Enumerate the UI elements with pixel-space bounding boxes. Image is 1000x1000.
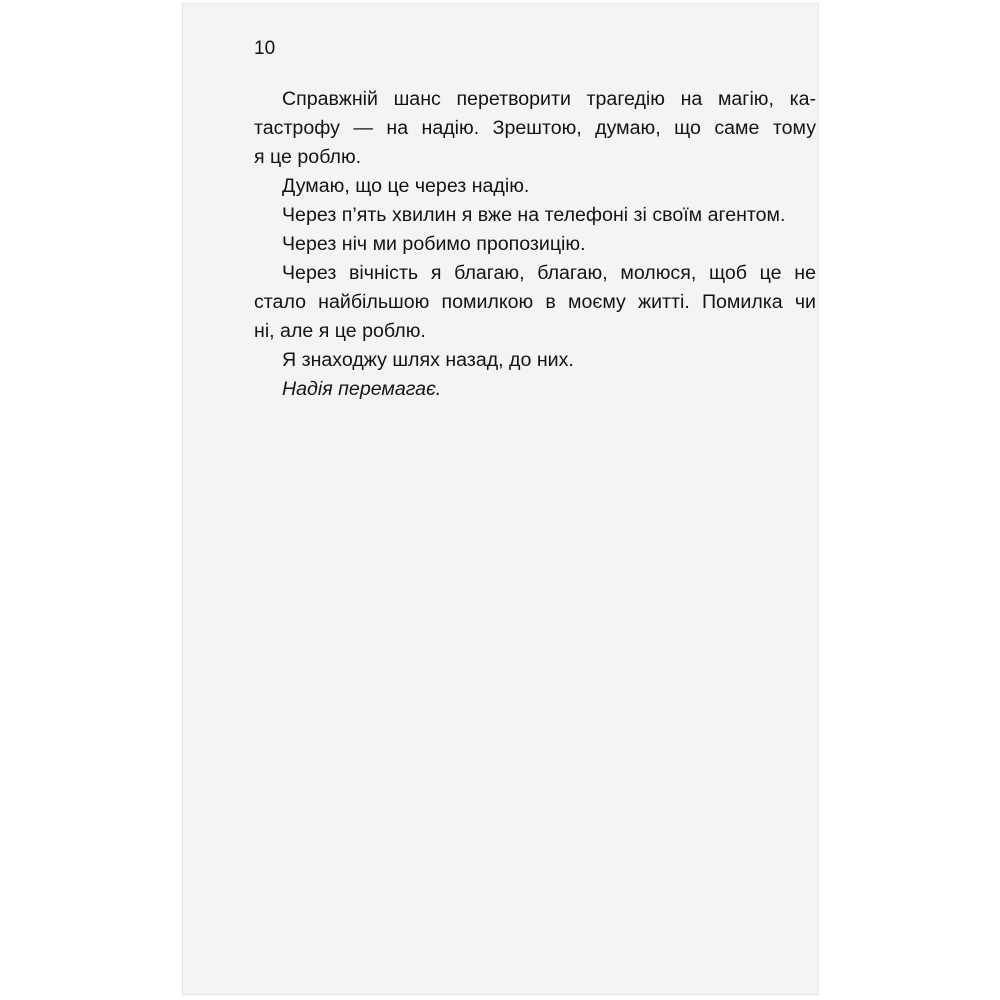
paragraph: Я знаходжу шлях назад, до них.: [282, 349, 574, 371]
paragraph-italic: Надія перемагає.: [282, 378, 442, 400]
paragraph: Через п’ять хвилин я вже на телефоні зі своїм агентом.: [282, 204, 786, 226]
paragraph-continuation: ні, але я це роблю.: [254, 320, 426, 342]
page-number: 10: [254, 38, 276, 59]
paragraph: Через ніч ми робимо пропозицію.: [282, 233, 586, 255]
paragraph: Справжній шанс перетворити трагедію на магію, ка-: [282, 88, 816, 110]
paragraph-continuation: стало найбільшою помилкою в моєму житті. Помилка чи: [254, 291, 816, 313]
paragraph: Через вічність я благаю, благаю, молюся, щоб це не: [282, 262, 816, 284]
paragraph-continuation: я це роблю.: [254, 146, 362, 168]
paragraph-continuation: тастрофу — на надію. Зрештою, думаю, що саме тому: [254, 117, 816, 139]
body-text: [254, 85, 816, 404]
show-through-text: [262, 410, 807, 514]
paragraph: Думаю, що це через надію.: [282, 175, 530, 197]
